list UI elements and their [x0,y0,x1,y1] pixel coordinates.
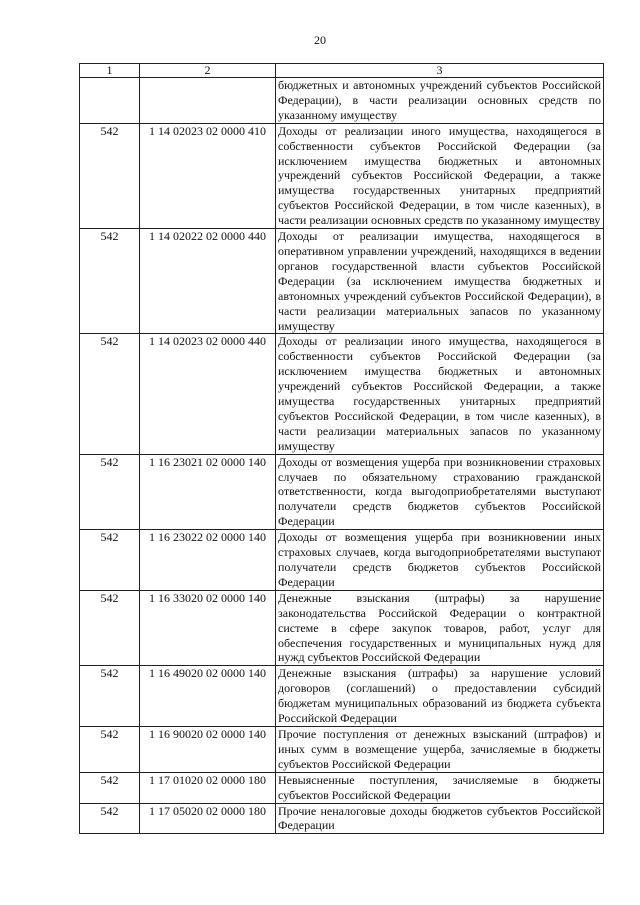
administrator-code-cell: 542 [80,229,140,334]
revenue-description-cell: Денежные взыскания (штрафы) за нарушение условий договоров (соглашений) о предоставлении субсидий бюджетам муниципальных образований из бюджета субъекта Российской Федерации [276,666,604,727]
administrator-code-cell [80,78,140,124]
revenue-description-cell: Доходы от реализации иного имущества, находящегося в собственности субъектов Российской Федерации (за исключением имущества бюджетных и автономных учреждений субъектов Российской Федерации, а также имущества государственных унитарных предприятий субъектов Российской Федерации, в том числе казенных), в части реализации материальных запасов по указанному имуществу [276,334,604,454]
table-row [80,803,604,834]
revenue-code-cell: 1 16 23022 02 0000 140 [140,530,276,591]
revenue-code-cell: 1 16 90020 02 0000 140 [140,726,276,772]
revenue-code-cell: 1 17 01020 02 0000 180 [140,772,276,803]
table-row [80,334,604,454]
revenue-description-cell: бюджетных и автономных учреждений субъектов Российской Федерации), в части реализации основных средств по указанному имуществу [276,78,604,124]
table-row [80,590,604,666]
page-number: 20 [314,33,326,47]
revenue-code-cell: 1 17 05020 02 0000 180 [140,803,276,834]
revenue-description-cell: Доходы от реализации имущества, находящегося в оперативном управлении учреждений, находящихся в ведении органов государственной власти субъектов Российской Федерации (за исключением имущества бюджетных и автономных учреждений субъектов Российской Федерации), в части реализации материальных запасов по указанному имуществу [276,229,604,334]
revenue-code-cell: 1 16 49020 02 0000 140 [140,666,276,727]
table-row [80,229,604,334]
administrator-code-cell: 542 [80,666,140,727]
table-row [80,123,604,228]
revenue-description-cell: Прочие неналоговые доходы бюджетов субъектов Российской Федерации [276,803,604,834]
administrator-code-cell: 542 [80,530,140,591]
revenue-code-cell: 1 14 02022 02 0000 440 [140,229,276,334]
revenue-description-cell: Невыясненные поступления, зачисляемые в бюджеты субъектов Российской Федерации [276,772,604,803]
administrator-code-cell: 542 [80,803,140,834]
revenue-description-cell: Доходы от возмещения ущерба при возникновении иных страховых случаев, когда выгодоприобретателями выступают получатели средств бюджетов субъектов Российской Федерации [276,530,604,591]
revenue-description-cell: Денежные взыскания (штрафы) за нарушение законодательства Российской Федерации о контрактной системе в сфере закупок товаров, работ, услуг для обеспечения государственных и муниципальных нужд для нужд субъектов Российской Федерации [276,590,604,666]
column-header-1: 1 [80,64,140,78]
column-header-2: 2 [140,64,276,78]
table-row [80,666,604,727]
revenue-codes-table [79,63,604,834]
revenue-description-cell: Доходы от возмещения ущерба при возникновении страховых случаев по обязательному страхованию гражданской ответственности, когда выгодоприобретателями выступают получатели средств бюджетов субъектов Российской Федерации [276,454,604,530]
revenue-description-cell: Доходы от реализации иного имущества, находящегося в собственности субъектов Российской Федерации (за исключением имущества бюджетных и автономных учреждений субъектов Российской Федерации, а также имущества государственных унитарных предприятий субъектов Российской Федерации, в том числе казенных), в части реализации основных средств по указанному имуществу [276,123,604,228]
table-row [80,454,604,530]
administrator-code-cell: 542 [80,334,140,454]
table-header-row [80,64,604,78]
administrator-code-cell: 542 [80,454,140,530]
table-row [80,726,604,772]
revenue-code-cell: 1 16 33020 02 0000 140 [140,590,276,666]
revenue-description-cell: Прочие поступления от денежных взысканий (штрафов) и иных сумм в возмещение ущерба, зачисляемые в бюджеты субъектов Российской Федерации [276,726,604,772]
administrator-code-cell: 542 [80,590,140,666]
revenue-code-cell: 1 14 02023 02 0000 410 [140,123,276,228]
administrator-code-cell: 542 [80,726,140,772]
column-header-3: 3 [276,64,604,78]
administrator-code-cell: 542 [80,123,140,228]
revenue-code-cell [140,78,276,124]
administrator-code-cell: 542 [80,772,140,803]
table-row [80,530,604,591]
revenue-code-cell: 1 16 23021 02 0000 140 [140,454,276,530]
revenue-code-cell: 1 14 02023 02 0000 440 [140,334,276,454]
table-row [80,772,604,803]
table-row [80,78,604,124]
